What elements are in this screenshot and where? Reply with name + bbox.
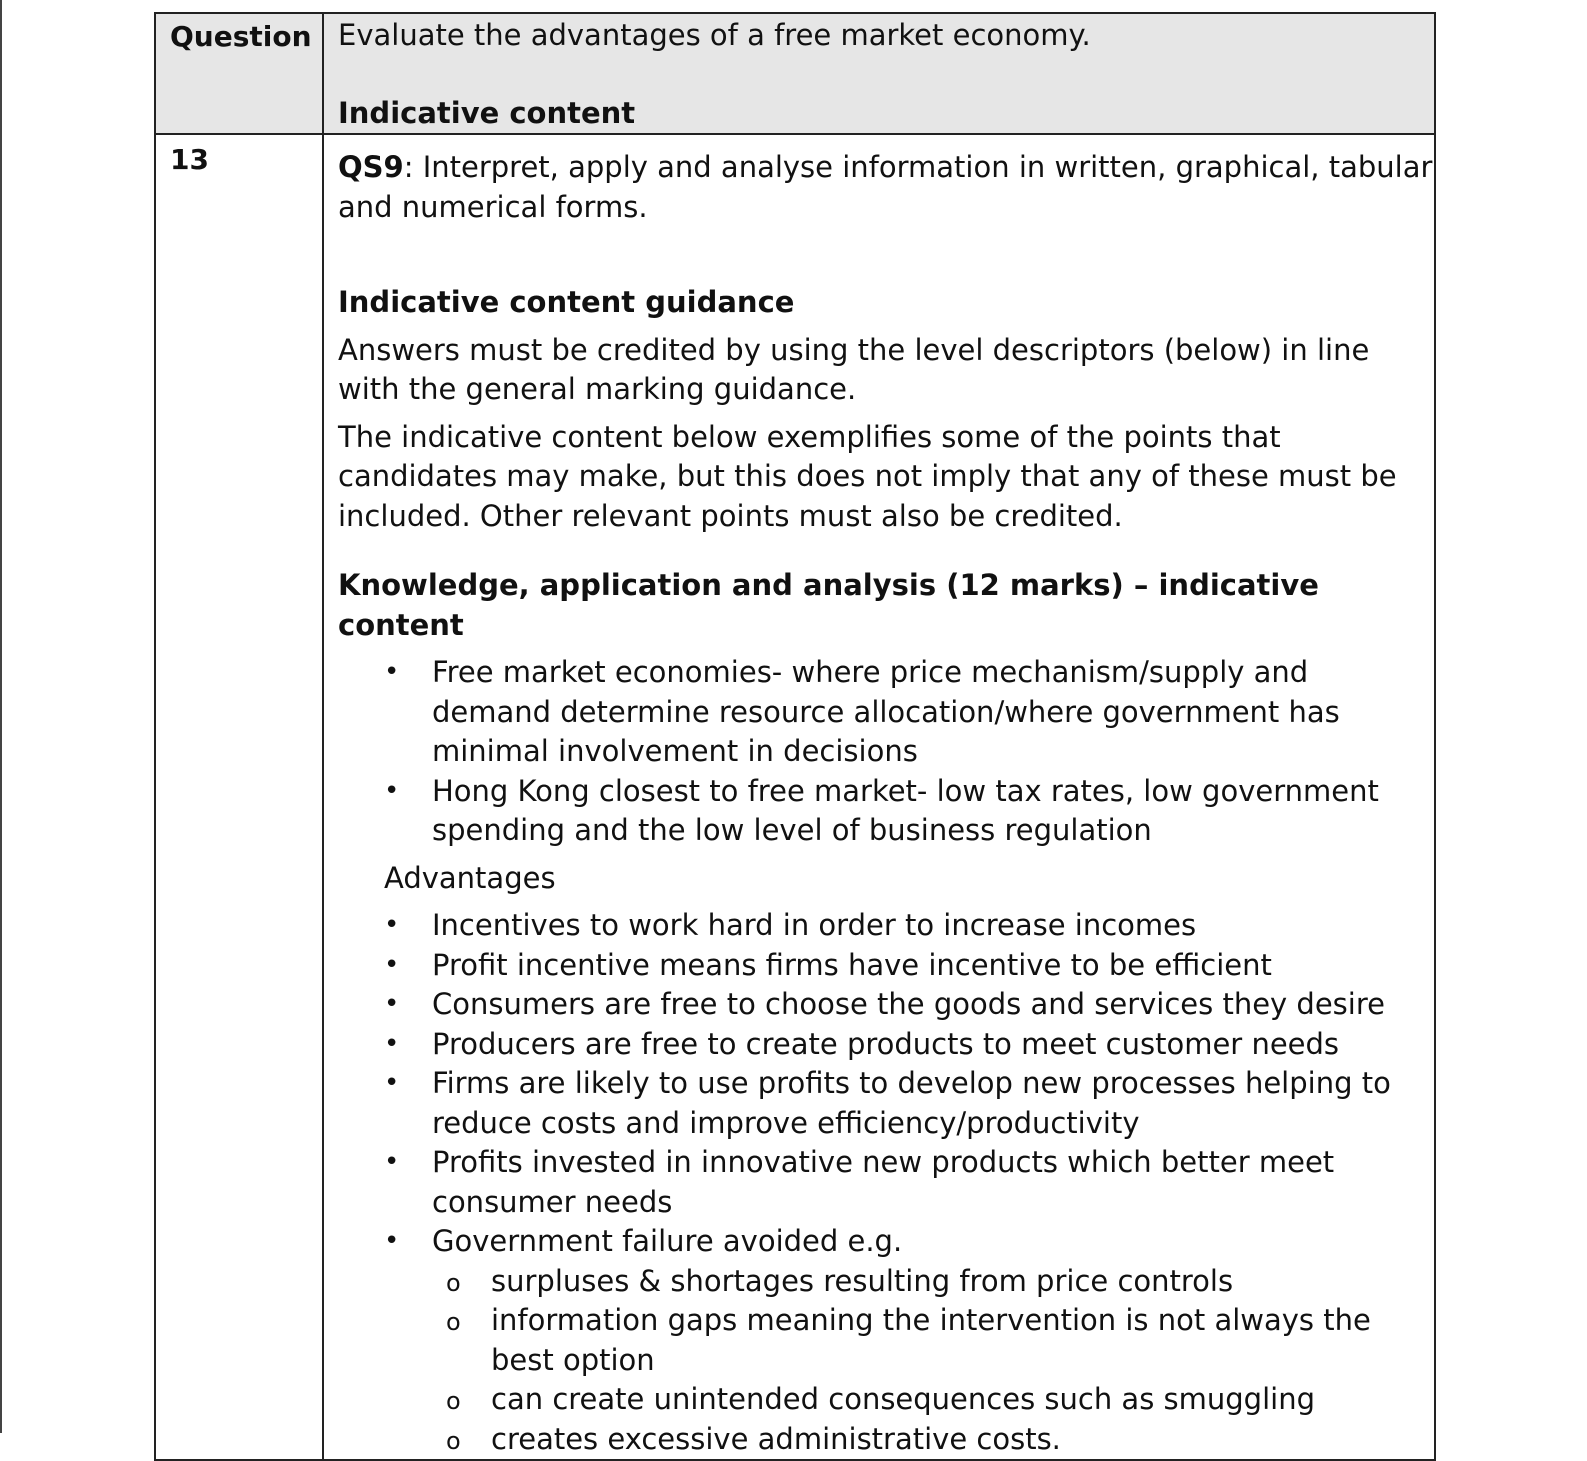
government-failure-sublist [338, 1262, 1434, 1460]
bullet-icon: • [384, 946, 399, 986]
bullet-icon: • [384, 1025, 399, 1065]
sub-list-item: o surpluses & shortages resulting from price controls [338, 1262, 1434, 1302]
sub-list-item: o information gaps meaning the intervention is not always the best option [338, 1301, 1434, 1380]
list-item: • Incentives to work hard in order to increase incomes [338, 906, 1434, 946]
sub-list-item: o can create unintended consequences such as smuggling [338, 1380, 1434, 1420]
page-edge-line [0, 0, 2, 1433]
mark-scheme-table [154, 12, 1436, 1461]
circle-bullet-icon: o [446, 1303, 461, 1343]
qs-text: : Interpret, apply and analyse information in written, graphical, tabular and numerical forms. [338, 150, 1432, 224]
question-text: Evaluate the advantages of a free market economy. [338, 16, 1434, 56]
table-header-row [155, 13, 1435, 134]
knowledge-application-heading: Knowledge, application and analysis (12 marks) – indicative content [338, 566, 1434, 645]
question-label-cell [155, 13, 323, 134]
bullet-icon: • [384, 906, 399, 946]
intro-bullet-list [338, 653, 1434, 851]
table-body-row [155, 134, 1435, 1460]
question-label: Question [156, 14, 322, 53]
guidance-paragraph-1: Answers must be credited by using the level descriptors (below) in line with the general marking guidance. [338, 331, 1434, 410]
bullet-icon: • [384, 1064, 399, 1104]
list-item: • Hong Kong closest to free market- low tax rates, low government spending and the low level of business regulation [338, 772, 1434, 851]
bullet-icon: • [384, 653, 399, 693]
list-item: • Firms are likely to use profits to develop new processes helping to reduce costs and improve efficiency/productivity [338, 1064, 1434, 1143]
list-item: • Profits invested in innovative new products which better meet consumer needs [338, 1143, 1434, 1222]
guidance-paragraph-2: The indicative content below exemplifies some of the points that candidates may make, but this does not imply that any of these must be included. Other relevant points must also be credited. [338, 418, 1434, 537]
bullet-icon: • [384, 772, 399, 812]
circle-bullet-icon: o [446, 1382, 461, 1422]
guidance-heading: Indicative content guidance [338, 283, 1434, 323]
bullet-icon: • [384, 985, 399, 1025]
list-item: • Profit incentive means firms have incentive to be efficient [338, 946, 1434, 986]
circle-bullet-icon: o [446, 1264, 461, 1304]
bullet-icon: • [384, 1222, 399, 1262]
answer-content-cell [323, 134, 1435, 1460]
question-number: 13 [156, 135, 322, 176]
list-item: • Producers are free to create products to meet customer needs [338, 1025, 1434, 1065]
question-text-cell [323, 13, 1435, 134]
advantages-label: Advantages [384, 859, 1434, 899]
qs-code: QS9 [338, 150, 404, 184]
question-number-cell [155, 134, 323, 1460]
bullet-icon: • [384, 1143, 399, 1183]
indicative-content-heading: Indicative content [338, 94, 1434, 134]
qs-skill-line [338, 148, 1434, 227]
circle-bullet-icon: o [446, 1422, 461, 1461]
list-item: • Government failure avoided e.g. [338, 1222, 1434, 1262]
sub-list-item: o creates excessive administrative costs. [338, 1420, 1434, 1460]
list-item: • Free market economies- where price mechanism/supply and demand determine resource allocation/where government has minimal involvement in decisions [338, 653, 1434, 772]
advantages-bullet-list [338, 906, 1434, 1262]
list-item: • Consumers are free to choose the goods and services they desire [338, 985, 1434, 1025]
